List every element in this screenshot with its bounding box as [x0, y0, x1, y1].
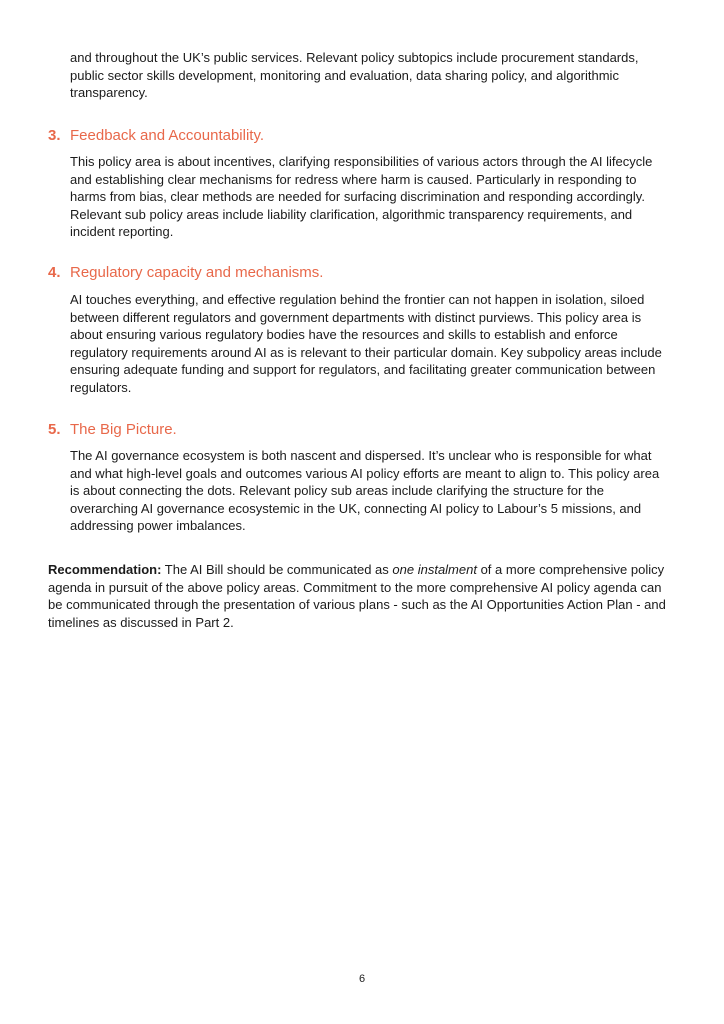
section-body-4: AI touches everything, and effective regulation behind the frontier can not happen in isolation, siloed between different regulators and government departments with distinct purviews. This policy area is about ensuring various regulatory bodies have the resources and skills to establish and enforce regulatory requirements around AI as is relevant to their particular domain. Key subpolicy areas include ensuring adequate funding and support for regulators, and facilitating greater communication between regulators.: [70, 292, 662, 395]
section-number: 3.: [48, 127, 61, 144]
section-heading-5: [48, 420, 177, 439]
section-title: Regulatory capacity and mechanisms.: [70, 264, 324, 281]
section-body-3: This policy area is about incentives, clarifying responsibilities of various actors through the AI lifecycle and establishing clear mechanisms for redress where harm is caused. Particularly in responding to harms from bias, clear methods are needed for surfacing discrimination and responding accordingly. Relevant sub policy areas include liability clarification, algorithmic transparency requirements, and incident reporting.: [70, 154, 653, 240]
section-title: The Big Picture.: [70, 421, 177, 438]
section-heading-3: [48, 126, 264, 145]
section-number: 4.: [48, 264, 61, 281]
section-heading-4: [48, 263, 323, 282]
page-number: 6: [358, 973, 366, 985]
recommendation-text-after: of a more comprehensive policy agenda in pursuit of the above policy areas. Commitment to the more comprehensive AI policy agenda can be communicated through the presentation of various plans - such as the AI Opportunities Action Plan - and timelines as discussed in Part 2.: [48, 562, 666, 630]
section-number: 5.: [48, 421, 61, 438]
section-title: Feedback and Accountability.: [70, 127, 265, 144]
recommendation-paragraph: [48, 561, 670, 631]
section-body-5: The AI governance ecosystem is both nascent and dispersed. It’s unclear who is responsible for what and what high-level goals and outcomes various AI policy efforts are meant to align to. This policy area is about connecting the dots. Relevant policy sub areas include clarifying the structure for the overarching AI governance ecosystemic in the UK, connecting AI policy to Labour’s 5 missions, and addressing power imbalances.: [70, 448, 660, 534]
recommendation-emphasis: one instalment: [392, 562, 477, 577]
recommendation-label: Recommendation:: [48, 562, 162, 577]
recommendation-text-before: The AI Bill should be communicated as: [161, 562, 393, 577]
intro-paragraph: and throughout the UK’s public services. Relevant policy subtopics include procurement standards, public sector skills development, monitoring and evaluation, data sharing policy, and algorithmic transparency.: [70, 50, 639, 101]
